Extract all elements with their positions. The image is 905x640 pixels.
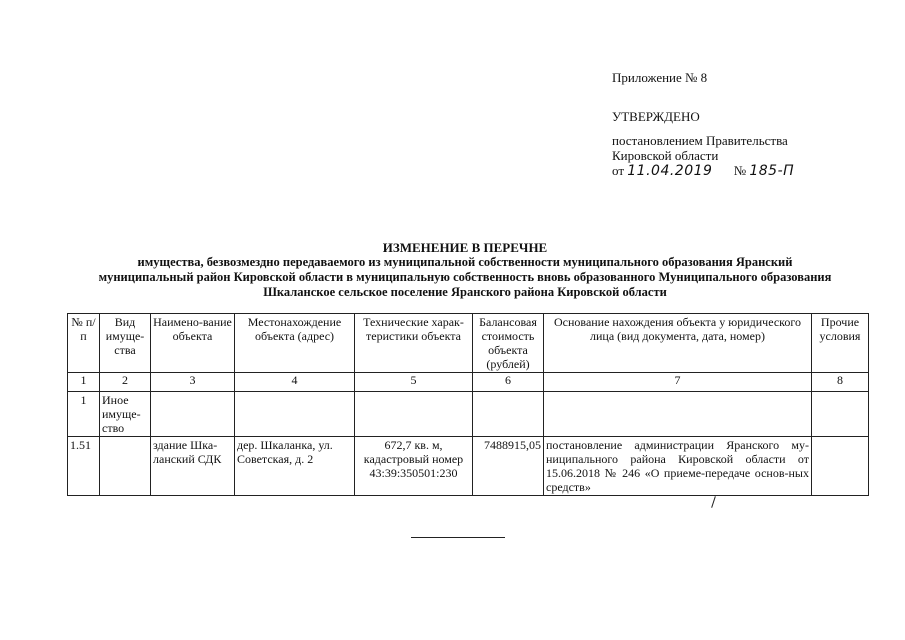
section-row — [68, 392, 869, 437]
column-number-cell: 6 — [473, 373, 544, 392]
header-cell: Прочие условия — [812, 314, 869, 373]
title-line-1: имущества, безвозмездно передаваемого из муниципальной собственности муниципального образования Яранский — [137, 255, 793, 269]
decree-date-number — [612, 163, 892, 179]
decree-date: 11.04.2019 — [627, 163, 713, 179]
document-title — [40, 240, 890, 300]
column-number-cell: 3 — [151, 373, 235, 392]
number-prefix: № — [733, 163, 747, 178]
header-cell: № п/п — [68, 314, 100, 373]
end-of-document-rule — [411, 537, 505, 538]
empty-cell — [473, 392, 544, 437]
approved-label: УТВЕРЖДЕНО — [612, 109, 700, 124]
title-line-2: муниципальный район Кировской области в муниципальную собственность вновь образованного Муниципального образования — [98, 270, 832, 284]
header-cell: Вид имуще-ства — [100, 314, 151, 373]
empty-cell — [812, 392, 869, 437]
empty-cell — [544, 392, 812, 437]
column-number-cell: 7 — [544, 373, 812, 392]
title-line-3: Шкаланское сельское поселение Яранского района Кировской области — [263, 285, 667, 299]
decree-number: 185-П — [749, 163, 795, 179]
approval-stamp-block — [612, 70, 892, 179]
column-number-row — [68, 373, 869, 392]
header-cell: Основание нахождения объекта у юридического лица (вид документа, дата, номер) — [544, 314, 812, 373]
date-prefix: от — [612, 163, 625, 178]
row-type — [100, 437, 151, 496]
decree-line-2: Кировской области — [612, 148, 719, 163]
column-number-cell: 8 — [812, 373, 869, 392]
table-row — [68, 437, 869, 496]
column-number-cell: 2 — [100, 373, 151, 392]
appendix-label: Приложение № 8 — [612, 70, 708, 85]
row-address: дер. Шкаланка, ул. Советская, д. 2 — [235, 437, 355, 496]
title-main: ИЗМЕНЕНИЕ В ПЕРЕЧНЕ — [382, 240, 548, 255]
column-number-cell: 5 — [355, 373, 473, 392]
row-basis: постановление администрации Яранского му-ниципального района Кировской области от 15.06.2018 № 246 «О приеме-передаче основ-ных средств» — [544, 437, 812, 496]
section-number: 1 — [68, 392, 100, 437]
pen-mark — [711, 496, 716, 508]
row-number: 1.51 — [68, 437, 100, 496]
empty-cell — [355, 392, 473, 437]
row-technical-specs: 672,7 кв. м, кадастровый номер 43:39:350501:230 — [355, 437, 473, 496]
header-cell: Наимено-вание объекта — [151, 314, 235, 373]
row-balance-value: 7488915,05 — [473, 437, 544, 496]
column-number-cell: 1 — [68, 373, 100, 392]
header-cell: Местонахождение объекта (адрес) — [235, 314, 355, 373]
empty-cell — [151, 392, 235, 437]
header-cell: Балансовая стоимость объекта (рублей) — [473, 314, 544, 373]
section-type: Иное имуще-ство — [100, 392, 151, 437]
table-header-row — [68, 314, 869, 373]
decree-line-1: постановлением Правительства — [612, 133, 788, 148]
row-object-name: здание Шка-ланский СДК — [151, 437, 235, 496]
row-other-conditions — [812, 437, 869, 496]
header-cell: Технические харак-теристики объекта — [355, 314, 473, 373]
property-list-table — [67, 313, 869, 496]
empty-cell — [235, 392, 355, 437]
column-number-cell: 4 — [235, 373, 355, 392]
